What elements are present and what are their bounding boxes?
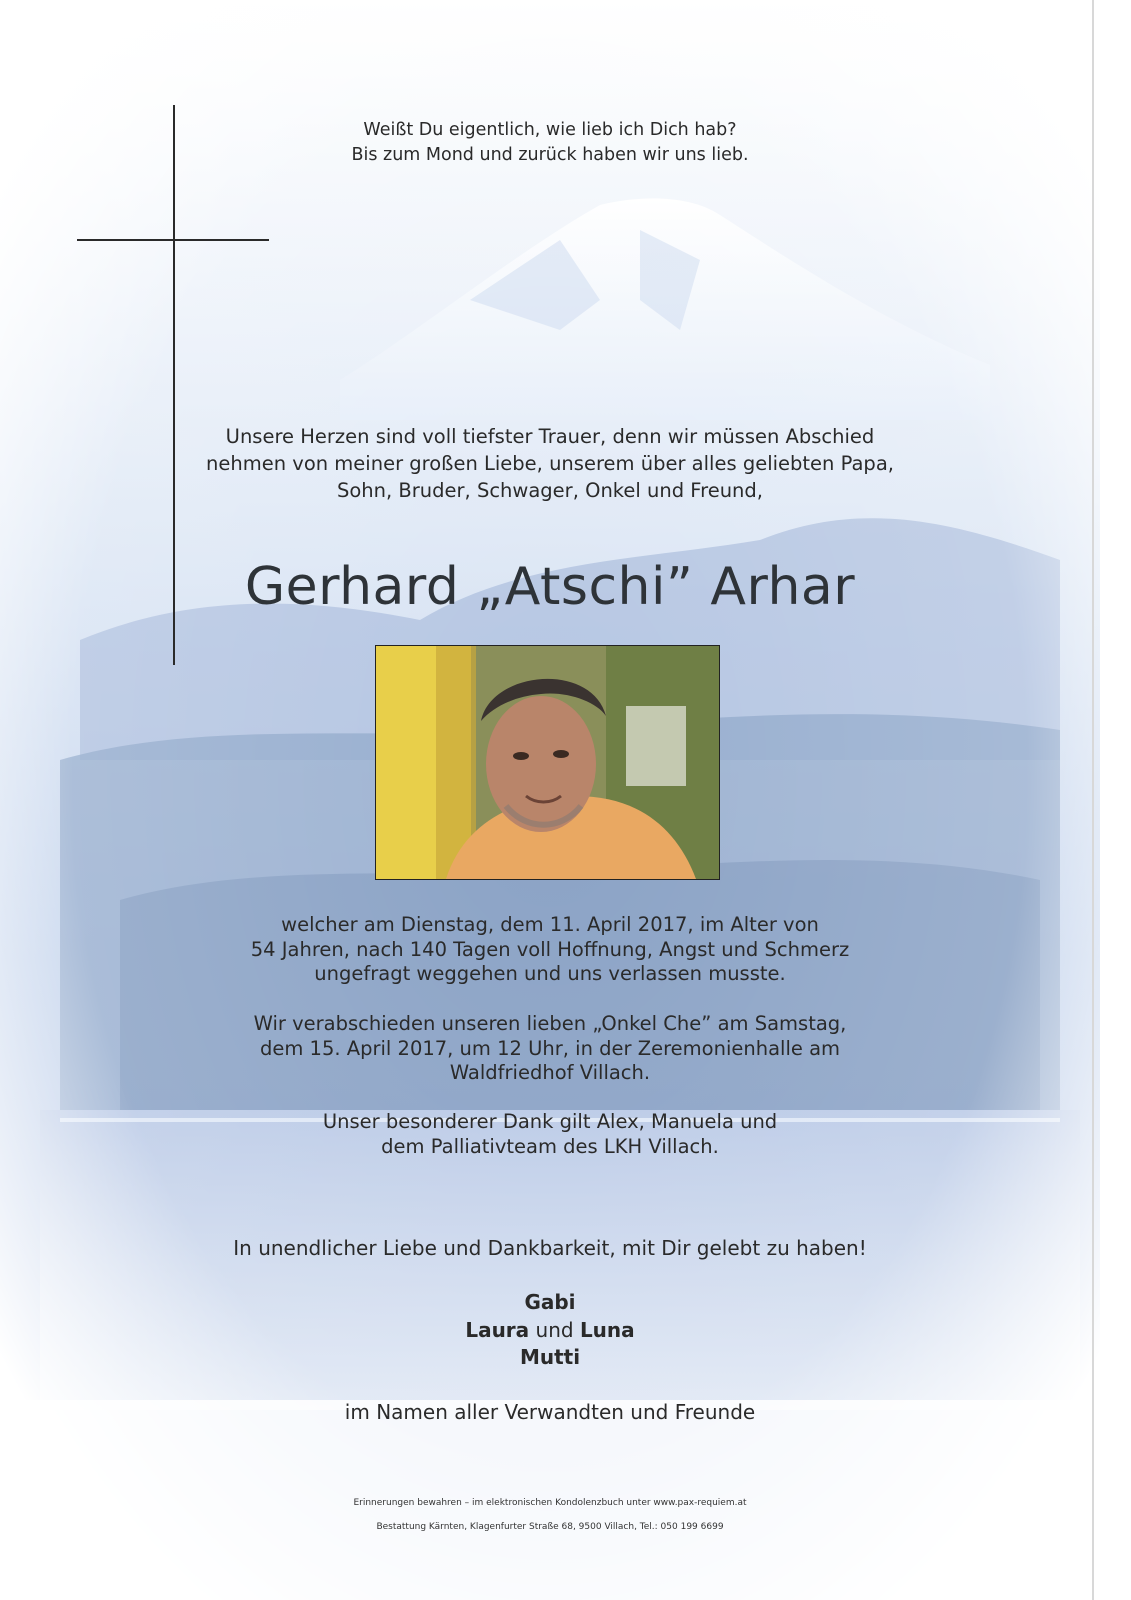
death-notice-line-1: welcher am Dienstag, dem 11. April 2017, im Alter von: [281, 913, 819, 936]
signer-luna: Luna: [579, 1317, 635, 1342]
intro-line-2: nehmen von meiner großen Liebe, unserem über alles geliebten Papa,: [206, 452, 894, 475]
signer-laura: Laura: [465, 1317, 530, 1342]
signer-gabi: Gabi: [524, 1290, 576, 1314]
signer-mutti: Mutti: [519, 1345, 581, 1369]
footer-line-1: Erinnerungen bewahren – im elektronischen Kondolenzbuch unter www.pax-requiem.at: [353, 1498, 747, 1508]
thanks-line-1: Unser besonderer Dank gilt Alex, Manuela und: [322, 1110, 778, 1133]
poem-line-1: Weißt Du eigentlich, wie lieb ich Dich hab?: [363, 120, 737, 140]
death-notice-line-3: ungefragt weggehen und uns verlassen musste.: [314, 962, 786, 985]
poem-line-2: Bis zum Mond und zurück haben wir uns lieb.: [351, 145, 749, 165]
death-notice-line-2: 54 Jahren, nach 140 Tagen voll Hoffnung, Angst und Schmerz: [250, 937, 850, 961]
thanks-paragraph: [0, 1110, 1100, 1159]
death-notice-paragraph: [0, 913, 1100, 987]
funeral-paragraph: [0, 1012, 1100, 1086]
portrait-photo: [375, 645, 720, 880]
funeral-line-2: dem 15. April 2017, um 12 Uhr, in der Zeremonienhalle am: [259, 1036, 841, 1060]
poem: [0, 118, 1100, 168]
deceased-name: Gerhard „Atschi” Arhar: [244, 557, 856, 617]
funeral-line-1: Wir verabschieden unseren lieben „Onkel Che” am Samstag,: [253, 1012, 847, 1035]
intro-line-3: Sohn, Bruder, Schwager, Onkel und Freund,: [336, 479, 763, 502]
footer-line-2: Bestattung Kärnten, Klagenfurter Straße 68, 9500 Villach, Tel.: 050 199 6699: [376, 1522, 724, 1532]
on-behalf-line: im Namen aller Verwandten und Freunde: [344, 1400, 756, 1424]
funeral-line-3: Waldfriedhof Villach.: [449, 1061, 651, 1084]
thanks-line-2: dem Palliativteam des LKH Villach.: [381, 1134, 719, 1158]
signer-conjunction: und: [535, 1317, 574, 1342]
intro-paragraph: [0, 423, 1100, 504]
footer: [0, 1491, 1100, 1539]
signers: [0, 1289, 1100, 1372]
cross-horizontal-bar: [77, 239, 269, 241]
closing-line: In unendlicher Liebe und Dankbarkeit, mit Dir gelebt zu haben!: [233, 1236, 867, 1260]
intro-line-1: Unsere Herzen sind voll tiefster Trauer, denn wir müssen Abschied: [225, 425, 875, 448]
